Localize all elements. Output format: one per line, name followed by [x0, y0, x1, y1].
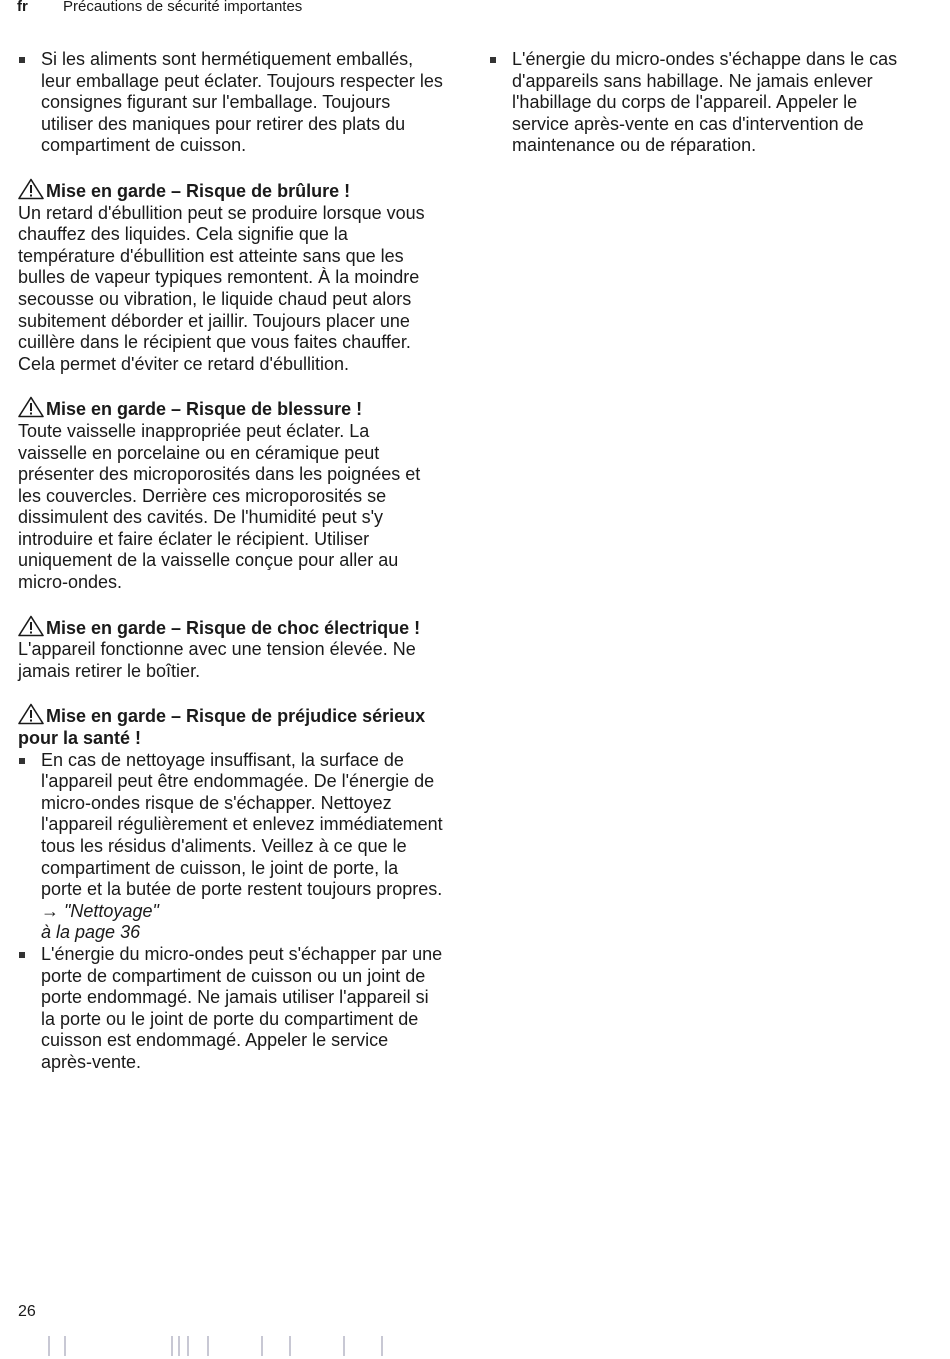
warning-health: [18, 703, 443, 1073]
bullet-text: L'énergie du micro-ondes peut s'échapper par une porte de compartiment de cuisson ou un joint de porte endommagé. Ne jamais utiliser l'appareil si la porte ou le joint de porte du compartiment de cuisson est endommagé. Appeler le service après-vente.: [41, 943, 443, 1072]
bullet-marker: [19, 758, 25, 764]
left-column: [18, 49, 443, 1074]
print-mark: [64, 1336, 66, 1356]
print-mark: [207, 1336, 209, 1356]
right-column: [489, 49, 914, 157]
print-mark: [261, 1336, 263, 1356]
bullet-text: En cas de nettoyage insuffisant, la surface de l'appareil peut être endommagée. De l'énergie de micro-ondes risque de s'échapper. Nettoyez l'appareil régulièrement et enlevez immédiatement tous les résidus d'aliments. Veillez à ce que le compartiment de cuisson, le joint de porte, la porte et la butée de porte restent toujours propres.: [41, 749, 443, 900]
warning-triangle-icon: [18, 615, 44, 637]
warning-title: Mise en garde – Risque de préjudice sérieux pour la santé !: [18, 703, 443, 749]
section-title: Précautions de sécurité importantes: [63, 0, 303, 15]
arrow-right-icon: →: [41, 900, 59, 921]
print-mark: [171, 1336, 173, 1356]
page-number: 26: [18, 1303, 36, 1320]
print-mark: [48, 1336, 50, 1356]
print-marks: [0, 1336, 420, 1356]
warning-text: Toute vaisselle inappropriée peut éclater. La vaisselle en porcelaine ou en céramique peut présenter des microporosités dans les poignées et les couvercles. Derrière ces microporosités se dissimulent des cavités. De l'humidité peut s'y introduire et faire éclater le récipient. Utiliser uniquement de la vaisselle conçue pour aller au micro-ondes.: [18, 420, 421, 593]
warning-burn: [18, 178, 443, 375]
print-mark: [289, 1336, 291, 1356]
warning-title: Mise en garde – Risque de brûlure !: [18, 178, 443, 203]
warning-triangle-icon: [18, 703, 44, 725]
print-mark: [343, 1336, 345, 1356]
page-header: [17, 0, 302, 17]
warning-electric-shock: [18, 615, 443, 683]
warning-title: Mise en garde – Risque de blessure !: [18, 396, 443, 421]
bullet-text: L'énergie du micro-ondes s'échappe dans le cas d'appareils sans habillage. Ne jamais enlever l'habillage du corps de l'appareil. Appeler le service après-vente en cas d'intervention de maintenance ou de réparation.: [512, 49, 898, 156]
list-item: [18, 750, 443, 944]
list-item: [18, 944, 443, 1074]
print-mark: [381, 1336, 383, 1356]
list-item: [18, 49, 443, 157]
warning-injury: [18, 396, 443, 593]
bullet-marker: [19, 952, 25, 958]
cross-reference-link[interactable]: → "Nettoyage" à la page 36: [41, 900, 159, 943]
bullet-marker: [490, 57, 496, 63]
warning-triangle-icon: [18, 396, 44, 418]
warning-title: Mise en garde – Risque de choc électrique !: [18, 615, 443, 640]
bullet-marker: [19, 57, 25, 63]
warning-text: Un retard d'ébullition peut se produire lorsque vous chauffez des liquides. Cela signifie que la température d'ébullition est atteinte sans que les bulles de vapeur typiques remontent. À la moindre secousse ou vibration, le liquide chaud peut alors subitement déborder et jaillir. Toujours placer une cuillère dans le récipient que vous faites chauffer. Cela permet d'éviter ce retard d'ébullition.: [18, 202, 425, 374]
print-mark: [178, 1336, 180, 1356]
warning-text: L'appareil fonctionne avec une tension élevée. Ne jamais retirer le boîtier.: [18, 639, 416, 681]
list-item: [489, 49, 914, 157]
bullet-text: Si les aliments sont hermétiquement emballés, leur emballage peut éclater. Toujours respecter les consignes figurant sur l'emballage. Toujours utiliser des maniques pour retirer des plats du compartiment de cuisson.: [41, 49, 443, 156]
print-mark: [187, 1336, 189, 1356]
language-code: fr: [17, 0, 28, 15]
warning-triangle-icon: [18, 178, 44, 200]
